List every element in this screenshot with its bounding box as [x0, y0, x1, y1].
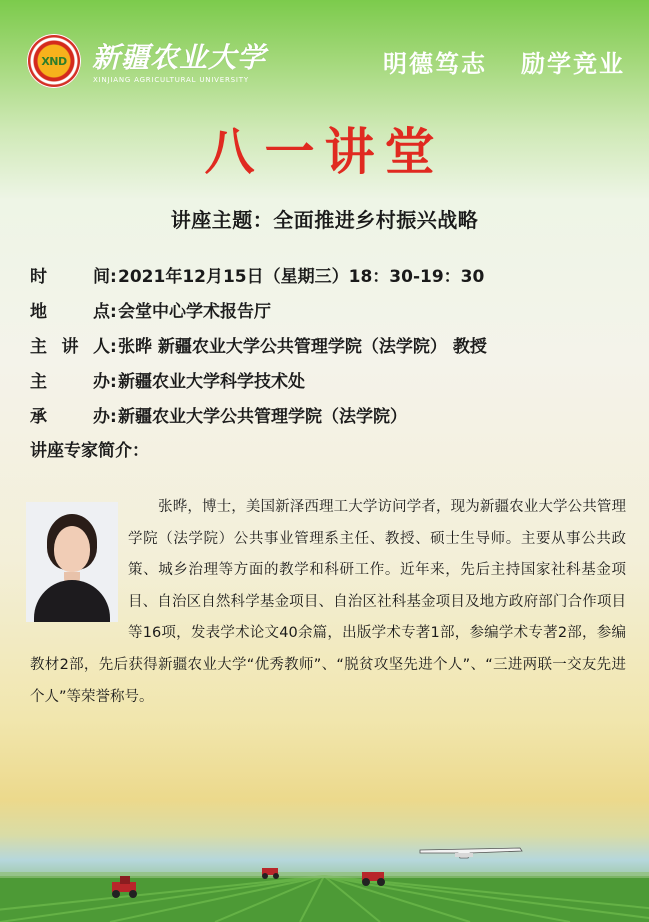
airplane-icon [420, 848, 522, 858]
expert-bio-text: 张晔，博士，美国新泽西理工大学访问学者，现为新疆农业大学公共管理学院（法学院）公共事业管理系主任、教授、硕士生导师。主要从事公共政策、城乡治理等方面的教学和科研工作。近年来，先后主持国家社科基金项目、自治区自然科学基金项目、自治区社科基金项目及地方政府部门合作项目等16项，发表学术论文40余篇，出版学术专著1部，参编学术专著2部，参编教材2部，先后获得新疆农业大学“优秀教师”、“脱贫攻坚先进个人”、“三进两联一交友先进个人”等荣誉称号。 [30, 499, 626, 705]
university-motto [383, 44, 625, 79]
logo-text: XND [41, 54, 67, 68]
info-row-time [30, 262, 630, 297]
info-row-speaker [30, 332, 630, 367]
expert-intro-label: 讲座专家简介： [30, 441, 149, 461]
host-label: 主 办 [30, 372, 110, 392]
colon: : [110, 267, 117, 287]
lecture-topic: 讲座主题：全面推进乡村振兴战略 [170, 208, 479, 232]
info-row-place [30, 297, 630, 332]
colon: : [110, 337, 117, 357]
university-name: 新疆农业大学 [92, 41, 267, 74]
time-label: 时 间 [30, 267, 110, 287]
place-label: 地 点 [30, 302, 110, 322]
info-row-organizer [30, 402, 630, 437]
expert-bio [30, 492, 626, 713]
motto-left: 明德笃志 [383, 49, 487, 78]
host-value: 新疆农业大学科学技术处 [118, 372, 305, 392]
colon: : [110, 407, 117, 427]
colon: : [110, 302, 117, 322]
speaker-value: 张晔 新疆农业大学公共管理学院（法学院） 教授 [118, 337, 487, 357]
info-row-host [30, 367, 630, 402]
time-value: 2021年12月15日（星期三）18：30-19：30 [118, 267, 485, 287]
place-value: 会堂中心学术报告厅 [118, 302, 271, 322]
motto-right: 励学竞业 [521, 49, 625, 78]
organizer-label: 承 办 [30, 407, 110, 427]
organizer-value: 新疆农业大学公共管理学院（法学院） [118, 407, 407, 427]
colon: : [110, 372, 117, 392]
lecture-info [30, 262, 630, 437]
university-logo-icon [27, 34, 81, 88]
university-name-en: XINJIANG AGRICULTURAL UNIVERSITY [93, 76, 249, 84]
farmland-illustration [0, 842, 649, 922]
speaker-photo [26, 502, 118, 622]
speaker-label: 主 讲 人 [30, 337, 110, 357]
page-title: 八一讲堂 [204, 122, 445, 181]
